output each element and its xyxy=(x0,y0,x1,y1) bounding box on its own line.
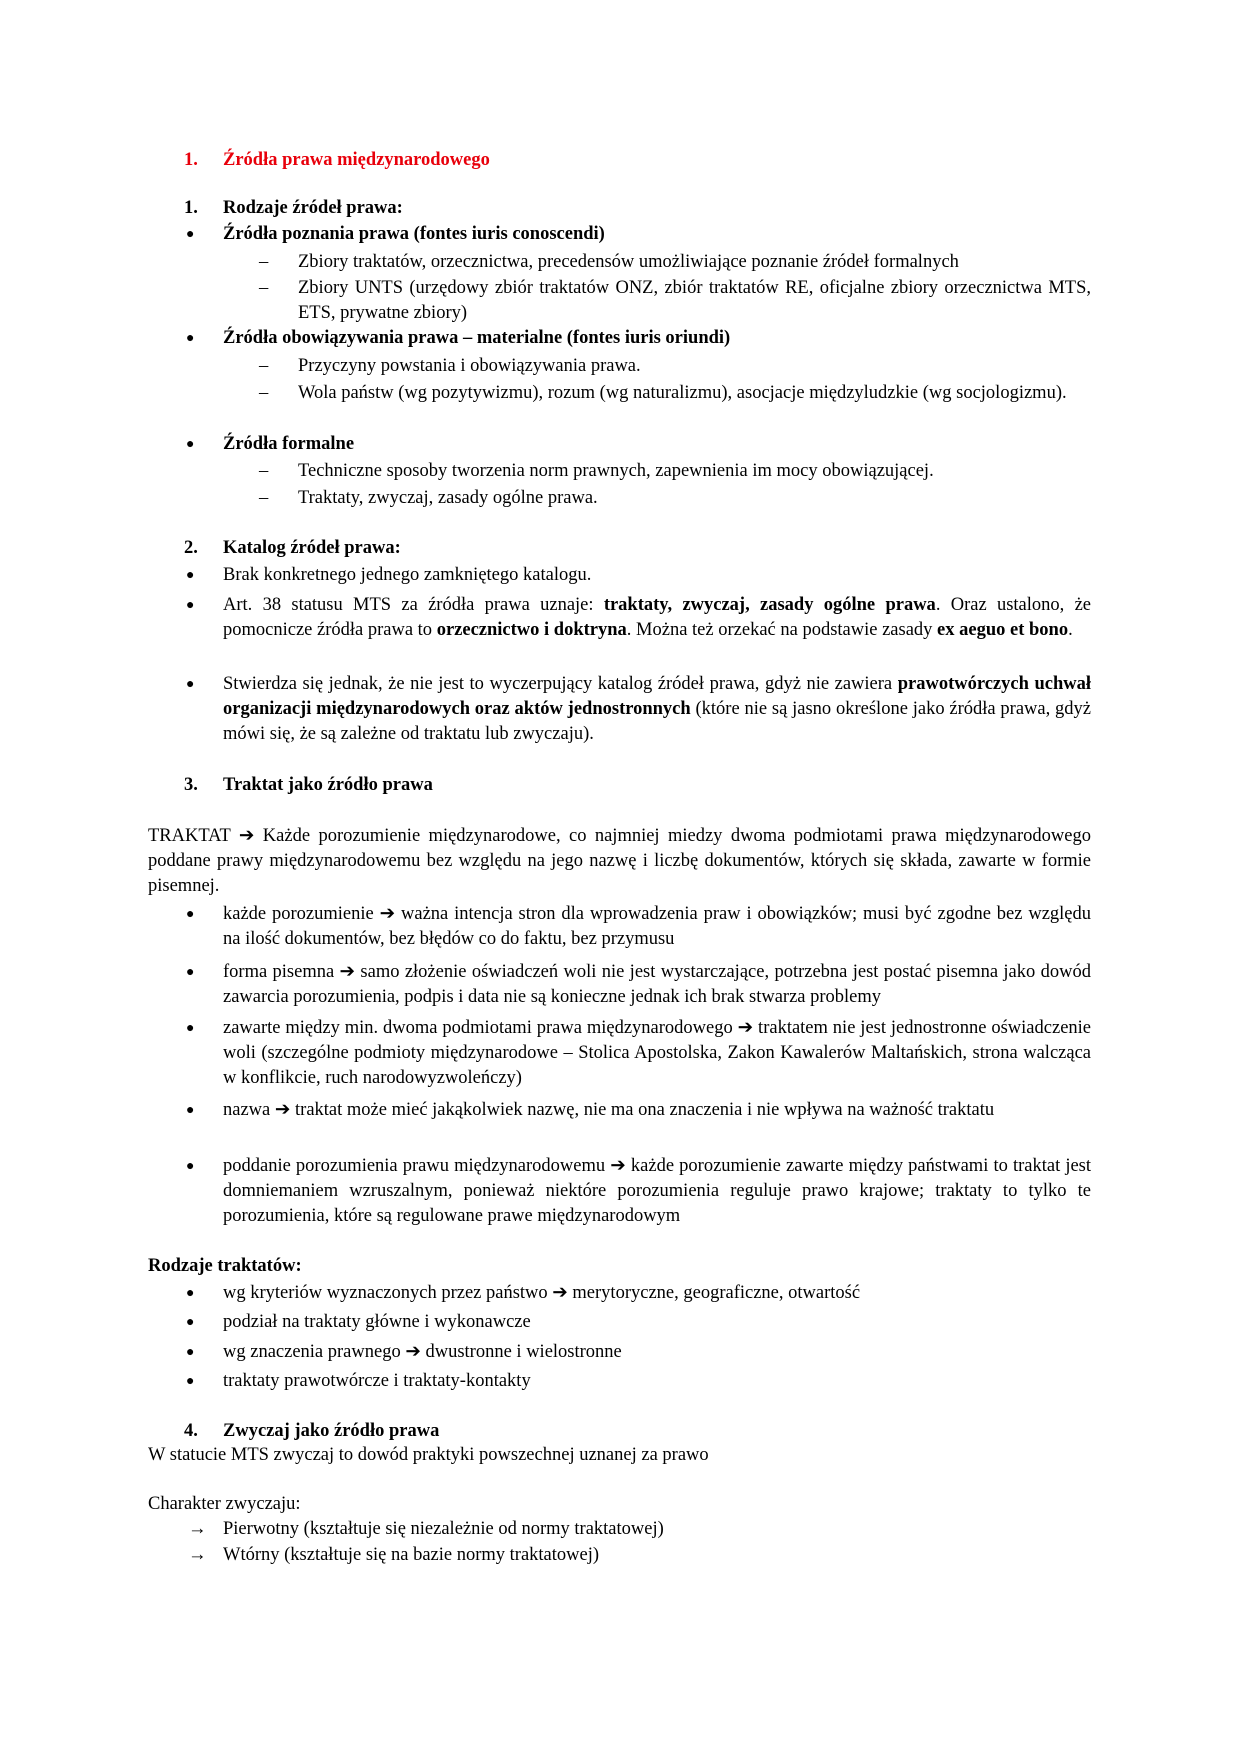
kinds-bullet-3 xyxy=(223,1340,1091,1365)
text-run: Art. 38 statusu MTS za źródła prawa uznaje: xyxy=(223,595,604,615)
arrow-right-icon: ➔ xyxy=(274,1100,291,1120)
bullet-icon: ● xyxy=(186,568,195,583)
text-run: samo złożenie oświadczeń woli nie jest wystarczające, potrzebna jest postać pisemna jako dowód zawarcia porozumienia, podpis i data nie są konieczne jednak ich brak stwarza problemy xyxy=(223,962,1091,1007)
text-run: (które nie są jasno określone jako źródła prawa, gdyż mówi się, że są zależne od traktatu lub zwyczaju). xyxy=(223,699,1091,744)
arrow-right-icon: ➔ xyxy=(405,1342,421,1362)
arrow-right-icon: ➔ xyxy=(552,1283,568,1303)
s3-bullet-3 xyxy=(223,1016,1091,1091)
s2-bullet-2 xyxy=(223,593,1091,643)
s1-b1-dash-2: Zbiory UNTS (urzędowy zbiór traktatów ONZ, zbiór traktatów RE, oficjalne zbiory orzecznictwa MTS, ETS, prywatne zbiory) xyxy=(298,278,1091,323)
text-run: . Można też orzekać na podstawie zasady xyxy=(626,620,938,640)
s4-text: W statucie MTS zwyczaj to dowód praktyki powszechnej uznanej za prawo xyxy=(148,1445,709,1465)
bullet-icon: ● xyxy=(186,1103,195,1118)
kinds-heading: Rodzaje traktatów: xyxy=(148,1256,302,1276)
text-run: forma pisemna xyxy=(223,962,335,982)
bullet-icon: ● xyxy=(186,1159,195,1174)
bullet-icon: ● xyxy=(186,598,195,613)
section-3-number: 3. xyxy=(184,775,198,795)
text-run: merytoryczne, geograficzne, otwartość xyxy=(567,1283,861,1303)
s1-bullet-1: Źródła poznania prawa (fontes iuris conoscendi) xyxy=(223,224,605,244)
char-item-2: Wtórny (kształtuje się na bazie normy traktatowej) xyxy=(223,1545,600,1565)
kinds-bullet-1 xyxy=(223,1281,1091,1306)
text-run: dwustronne i wielostronne xyxy=(420,1342,622,1362)
dash-icon: – xyxy=(259,252,269,272)
dash-icon: – xyxy=(259,356,269,376)
bullet-icon: ● xyxy=(186,965,195,980)
bullet-icon: ● xyxy=(186,437,195,452)
text-run: poddanie porozumienia prawu międzynarodowemu xyxy=(223,1156,606,1176)
text-run: . xyxy=(1068,620,1073,640)
arrow-right-icon: ➔ xyxy=(737,1018,754,1038)
text-run: Każde porozumienie międzynarodowe, co najmniej miedzy dwoma podmiotami prawa międzynarodowego poddane prawy międzynarodowemu bez względu na jego nazwę i liczbę dokumentów, których się składa, zawarte w formie pisemnej. xyxy=(148,826,1091,896)
section-3-heading: Traktat jako źródło prawa xyxy=(223,775,433,795)
section-2-number: 2. xyxy=(184,538,198,558)
bullet-icon: ● xyxy=(186,1315,195,1330)
bullet-icon: ● xyxy=(186,907,195,922)
text-run: TRAKTAT xyxy=(148,826,231,846)
text-run: ważna intencja stron dla wprowadzenia praw i obowiązków; musi być zgodne bez względu na ilość dokumentów, bez błędów co do faktu, bez przymusu xyxy=(223,904,1092,949)
text-run: zawarte między min. dwoma podmiotami prawa międzynarodowego xyxy=(223,1018,733,1038)
dash-icon: – xyxy=(259,488,269,508)
traktat-definition xyxy=(148,824,1091,899)
s3-bullet-4 xyxy=(223,1098,1091,1123)
section-1-heading: Rodzaje źródeł prawa: xyxy=(223,198,403,218)
s1-b3-dash-1: Techniczne sposoby tworzenia norm prawnych, zapewnienia im mocy obowiązującej. xyxy=(298,461,934,481)
section-4-number: 4. xyxy=(184,1421,198,1441)
bold-run: prawotwórczych uchwał organizacji międzynarodowych oraz aktów jednostronnych xyxy=(223,674,1091,719)
bullet-icon: ● xyxy=(186,1374,195,1389)
section-4-heading: Zwyczaj jako źródło prawa xyxy=(223,1421,440,1441)
dash-icon: – xyxy=(259,278,269,298)
kinds-bullet-2: podział na traktaty główne i wykonawcze xyxy=(223,1312,531,1332)
char-label: Charakter zwyczaju: xyxy=(148,1494,301,1514)
s2-bullet-1: Brak konkretnego jednego zamkniętego katalogu. xyxy=(223,565,592,585)
arrow-right-icon: ➔ xyxy=(339,962,356,982)
page-title: Źródła prawa międzynarodowego xyxy=(223,150,490,170)
s1-b3-dash-2: Traktaty, zwyczaj, zasady ogólne prawa. xyxy=(298,488,598,508)
dash-icon: – xyxy=(259,383,269,403)
s1-b1-dash-1: Zbiory traktatów, orzecznictwa, precedensów umożliwiające poznanie źródeł formalnych xyxy=(298,252,959,272)
dash-icon: – xyxy=(259,461,269,481)
s1-bullet-3: Źródła formalne xyxy=(223,434,355,454)
text-run: każde porozumienie xyxy=(223,904,374,924)
text-run: nazwa xyxy=(223,1100,271,1120)
text-run: traktatem nie jest jednostronne oświadczenie woli (szczególne podmioty międzynarodowe – Stolica Apostolska, Zakon Kawalerów Maltańskich, strona walcząca w konflikcie, ruch narodowyzwoleńczy) xyxy=(223,1018,1092,1088)
bold-run: ex aeguo et bono xyxy=(937,620,1069,640)
section-2-heading: Katalog źródeł prawa: xyxy=(223,538,401,558)
arrow-right-icon: ➔ xyxy=(238,826,255,846)
bullet-icon: ● xyxy=(186,227,195,242)
arrow-right-icon: → xyxy=(188,1545,207,1565)
arrow-right-icon: ➔ xyxy=(379,904,396,924)
arrow-right-icon: → xyxy=(188,1519,207,1539)
char-item-1: Pierwotny (kształtuje się niezależnie od normy traktatowej) xyxy=(223,1519,664,1539)
s1-bullet-2: Źródła obowiązywania prawa – materialne (fontes iuris oriundi) xyxy=(223,328,731,348)
text-run: wg kryteriów wyznaczonych przez państwo xyxy=(223,1283,548,1303)
s3-bullet-2 xyxy=(223,960,1091,1010)
text-run: traktat może mieć jakąkolwiek nazwę, nie ma ona znaczenia i nie wpływa na ważność traktatu xyxy=(290,1100,995,1120)
bullet-icon: ● xyxy=(186,1345,195,1360)
s3-bullet-1 xyxy=(223,902,1091,952)
s2-bullet-3 xyxy=(223,672,1091,747)
section-1-number: 1. xyxy=(184,198,198,218)
bullet-icon: ● xyxy=(186,1021,195,1036)
text-run: Stwierdza się jednak, że nie jest to wyczerpujący katalog źródeł prawa, gdyż nie zawiera xyxy=(223,674,898,694)
bullet-icon: ● xyxy=(186,1286,195,1301)
title-number: 1. xyxy=(184,150,198,170)
bullet-icon: ● xyxy=(186,331,195,346)
bullet-icon: ● xyxy=(186,677,195,692)
text-run: wg znaczenia prawnego xyxy=(223,1342,401,1362)
s3-bullet-5 xyxy=(223,1154,1091,1229)
bold-run: orzecznictwo i doktryna xyxy=(436,620,627,640)
s1-b2-dash-1: Przyczyny powstania i obowiązywania prawa. xyxy=(298,356,641,376)
arrow-right-icon: ➔ xyxy=(610,1156,626,1176)
text-run: . Oraz ustalono, że pomocnicze źródła prawa to xyxy=(223,595,1091,640)
bold-run: traktaty, zwyczaj, zasady ogólne prawa xyxy=(603,595,936,615)
s1-b2-dash-2: Wola państw (wg pozytywizmu), rozum (wg naturalizmu), asocjacje międzyludzkie (wg socjologizmu). xyxy=(298,383,1067,403)
kinds-bullet-4: traktaty prawotwórcze i traktaty-kontakty xyxy=(223,1371,531,1391)
text-run: każde porozumienie zawarte między państwami to traktat jest domniemaniem wzruszalnym, ponieważ niektóre porozumienia reguluje prawo krajowe; traktaty to tylko te porozumienia, które są regulowane prawe międzynarodowym xyxy=(223,1156,1092,1226)
